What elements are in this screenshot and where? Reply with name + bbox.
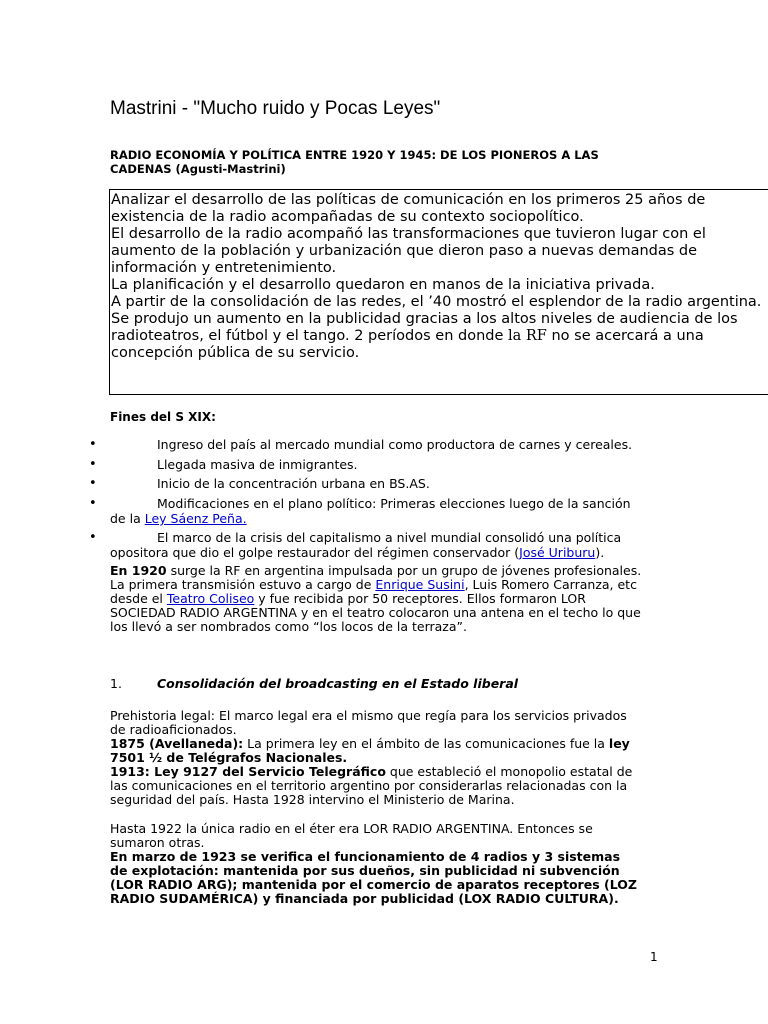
summary-line [111,328,768,345]
summary-line: El desarrollo de la radio acompañó las transformaciones que tuvieron lugar con el [111,226,706,242]
list-item [0,437,768,457]
list-item-text: opositora que dio el golpe restaurador del régimen conservador ( [110,545,520,560]
summary-line: La planificación y el desarrollo quedaron en manos de la iniciativa privada. [111,277,655,293]
bullet-list [0,437,768,562]
ley-saenz-pena-link[interactable]: Ley Sáenz Peña. [144,511,247,526]
paragraph-line [110,765,670,779]
paragraph-line: de explotación: mantenida por sus dueños, sin publicidad ni subvención [110,863,620,878]
paragraph-line: las comunicaciones en el territorio argentino por considerarlas relacionadas con la [110,778,628,793]
paragraph-text: que estableció el monopolio estatal de [385,764,633,779]
list-item [0,457,768,476]
bullet-icon: • [89,530,97,545]
paragraph-line [110,592,670,606]
paragraph-text: surge la RF en argentina impulsada por un grupo de jóvenes profesionales. [166,563,642,578]
list-item-text: Inicio de la concentración urbana en BS.AS. [157,476,430,491]
summary-line: A partir de la consolidación de las redes, el ’40 mostró el esplendor de la radio argentina. [111,294,762,310]
paragraph-1920 [110,564,670,634]
paragraph-prehistoria [110,709,670,807]
summary-line: Se produjo un aumento en la publicidad gracias a los altos niveles de audiencia de los [111,311,738,327]
bullet-icon: • [89,457,97,472]
document-subtitle [110,148,710,176]
list-item-text: Ingreso del país al mercado mundial como productora de carnes y cereales. [157,437,633,452]
paragraph-text: , Luis Romero Carranza, etc [464,577,637,592]
bullet-icon: • [89,496,97,511]
paragraph-bold: 1875 (Avellaneda): [110,736,244,751]
subtitle-line: RADIO ECONOMÍA Y POLÍTICA ENTRE 1920 Y 1945: DE LOS PIONEROS A LAS [110,148,599,162]
page-number: 1 [650,950,658,964]
paragraph-line: (LOR RADIO ARG); mantenida por el comercio de aparatos receptores (LOZ [110,877,637,892]
paragraph-text: La primera ley en el ámbito de las comunicaciones fue la [243,736,609,751]
paragraph-line [110,737,670,751]
summary-line: Analizar el desarrollo de las políticas de comunicación en los primeros 25 años de [111,192,706,208]
summary-line: aumento de la población y urbanización que dieron paso a nuevas demandas de [111,243,698,259]
section-number: 1. [110,676,122,691]
section-title: Consolidación del broadcasting en el Estado liberal [157,676,519,691]
paragraph-line: seguridad del país. Hasta 1928 intervino el Ministerio de Marina. [110,792,515,807]
paragraph-line: RADIO SUDAMÉRICA) y financiada por publicidad (LOX RADIO CULTURA). [110,891,619,906]
paragraph-line: los llevó a ser nombrados como “los locos de la terraza”. [110,619,467,634]
list-item-text: Modificaciones en el plano político: Primeras elecciones luego de la sanción [157,496,631,511]
summary-text: no se acercará a una [546,328,704,344]
bullet-icon: • [89,476,97,491]
summary-text-serif: la RF [508,328,547,344]
list-item [0,530,768,562]
summary-line: concepción pública de su servicio. [111,345,360,361]
page-title: Mastrini - "Mucho ruido y Pocas Leyes" [110,98,441,119]
paragraph-text: desde el [110,591,167,606]
paragraph-line [110,578,670,592]
paragraph-line: sumaron otras. [110,835,205,850]
summary-line: existencia de la radio acompañadas de su contexto sociopolítico. [111,209,584,225]
list-item [0,476,768,496]
bullet-icon: • [89,437,97,452]
section-heading [110,676,518,691]
list-item-text [0,511,768,526]
paragraph-line [110,564,670,578]
subtitle-line: CADENAS (Agusti-Mastrini) [110,162,286,176]
list-item-text [0,545,768,560]
paragraph-text: La primera transmisión estuvo a cargo de [110,577,376,592]
paragraph-line: Prehistoria legal: El marco legal era el mismo que regía para los servicios privados [110,708,627,723]
list-item-text: Llegada masiva de inmigrantes. [157,457,358,472]
paragraph-line: 7501 ½ de Telégrafos Nacionales. [110,750,348,765]
list-item [0,496,768,530]
paragraph-text: y fue recibida por 50 receptores. Ellos formaron LOR [254,591,586,606]
enrique-susini-link[interactable]: Enrique Susini [375,577,465,592]
summary-text: radioteatros, el fútbol y el tango. 2 períodos en donde [111,328,508,344]
paragraph-line: Hasta 1922 la única radio en el éter era LOR RADIO ARGENTINA. Entonces se [110,821,593,836]
list-item-text: El marco de la crisis del capitalismo a nivel mundial consolidó una política [157,530,622,545]
fines-heading: Fines del S XIX: [110,410,216,424]
jose-uriburu-link[interactable]: José Uriburu [519,545,596,560]
summary-box [109,189,768,395]
list-item-text: ). [595,545,605,560]
paragraph-bold: ley [608,736,630,751]
teatro-coliseo-link[interactable]: Teatro Coliseo [166,591,255,606]
paragraph-1922 [110,822,670,906]
summary-line: información y entretenimiento. [111,260,337,276]
list-item-text: de la [110,511,145,526]
paragraph-bold: En 1920 [110,563,167,578]
paragraph-bold: 1913: Ley 9127 del Servicio Telegráfico [110,764,386,779]
paragraph-line: SOCIEDAD RADIO ARGENTINA y en el teatro colocaron una antena en el techo lo que [110,605,641,620]
paragraph-line: de radioaficionados. [110,722,237,737]
paragraph-line: En marzo de 1923 se verifica el funcionamiento de 4 radios y 3 sistemas [110,849,621,864]
